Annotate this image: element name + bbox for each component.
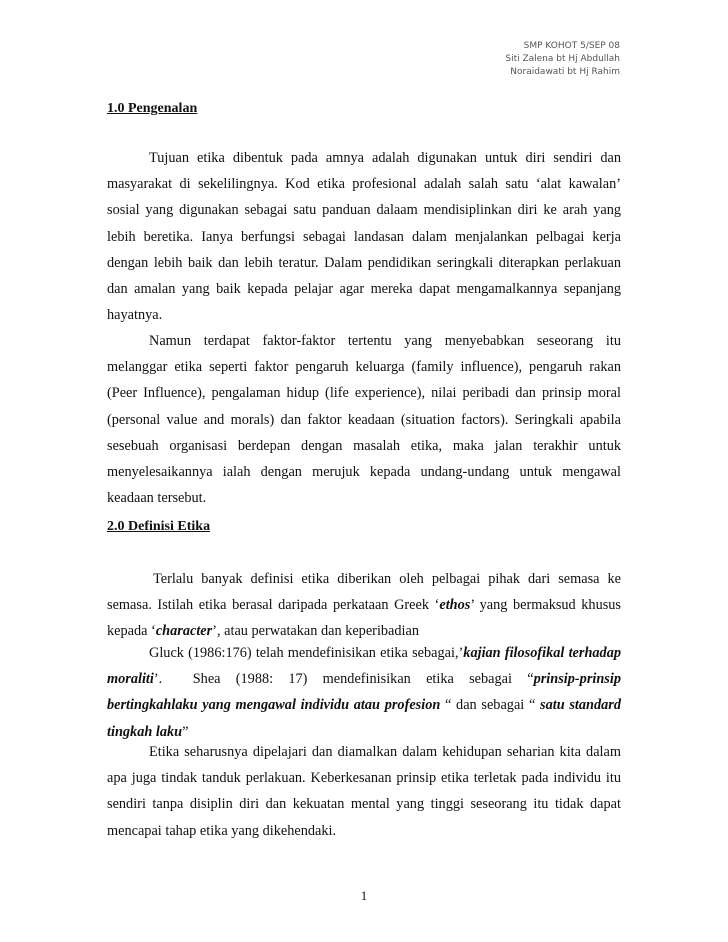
- section-heading-pengenalan: 1.0 Pengenalan: [107, 101, 198, 116]
- text-line: lebih beretika. Ianya berfungsi sebagai landasan dalam menjalankan pelbagai kerja: [107, 228, 621, 245]
- text-line: mencapai tahap etika yang dikehendaki.: [107, 822, 337, 839]
- text-line: dengan lebih baik dan lebih teratur. Dalam pendidikan seringkali diterapkan perlakuan: [107, 254, 621, 271]
- text-line: sosial yang digunakan sebagai satu panduan dalaam mendisiplinkan diri ke arah yang: [107, 202, 621, 219]
- text-line: keadaan tersebut.: [107, 490, 207, 507]
- text-line: moraliti’. Shea (1988: 17) mendefinisikan etika sebagai “prinsip-prinsip: [107, 671, 621, 688]
- quote-shea: prinsip-prinsip: [533, 671, 621, 688]
- text-line: (personal value and morals) dan faktor keadaan (situation factors). Seringkali apabila: [107, 411, 621, 428]
- text-line: Terlalu banyak definisi etika diberikan oleh pelbagai pihak dari semasa ke: [153, 571, 621, 587]
- text-line: hayatnya.: [107, 307, 163, 324]
- paragraph-pengenalan-1: [107, 145, 621, 328]
- text-line: kepada ‘character’, atau perwatakan dan keperibadian: [107, 623, 420, 640]
- text-line: sendiri tanpa disiplin diri dan kekuatan mental yang tinggi seseorang itu tidak dapat: [107, 796, 621, 813]
- paragraph-pengenalan-2: [107, 328, 621, 511]
- header-course-line: SMP KOHOT 5/SEP 08: [523, 41, 620, 51]
- header-author-2: Noraidawati bt Hj Rahim: [510, 67, 620, 77]
- text-line: bertingkahlaku yang mengawal individu atau profesion “ dan sebagai “ satu standard: [107, 697, 621, 714]
- text-line: (Peer Influence), pengalaman hidup (life experience), nilai peribadi dan prinsip moral: [107, 385, 621, 402]
- page-header: [505, 40, 620, 79]
- quote-gluck: kajian filosofikal terhadap: [463, 645, 621, 661]
- text-line: sesebuah organisasi berdepan dengan masalah etika, maka jalan terakhir untuk: [107, 437, 621, 454]
- text-line: tingkah laku”: [107, 723, 189, 740]
- text-line: Tujuan etika dibentuk pada amnya adalah digunakan untuk diri sendiri dan: [149, 150, 621, 166]
- text-line: semasa. Istilah etika berasal daripada perkataan Greek ‘ethos’ yang bermaksud khusus: [107, 597, 621, 614]
- text-line: masyarakat di sekelilingnya. Kod etika profesional adalah salah satu ‘alat kawalan’: [107, 176, 621, 193]
- text-line: Etika seharusnya dipelajari dan diamalkan dalam kehidupan seharian kita dalam: [149, 744, 621, 760]
- text-line: dan amalan yang baik kepada pelajar agar mereka dapat mengamalkannya sepanjang: [107, 281, 621, 298]
- page-number: 1: [360, 888, 368, 903]
- term-character: character: [155, 623, 213, 640]
- paragraph-definisi-3: [107, 739, 621, 844]
- text-line: Gluck (1986:176) telah mendefinisikan etika sebagai,’kajian filosofikal terhadap: [149, 645, 621, 661]
- paragraph-definisi-1: [107, 566, 621, 645]
- text-line: melanggar etika seperti faktor pengaruh keluarga (family influence), pengaruh rakan: [107, 359, 621, 376]
- term-ethos: ethos: [439, 597, 471, 614]
- section-heading-definisi-etika: 2.0 Definisi Etika: [107, 519, 211, 534]
- text-line: apa juga tindak tanduk perlakuan. Keberkesanan prinsip etika terletak pada individu itu: [107, 770, 621, 787]
- text-line: Namun terdapat faktor-faktor tertentu yang menyebabkan seseorang itu: [149, 333, 621, 349]
- text-line: menyelesaikannya ialah dengan merujuk kepada undang-undang untuk mengawal: [107, 464, 621, 481]
- paragraph-definisi-2: [107, 640, 621, 745]
- header-author-1: Siti Zalena bt Hj Abdullah: [505, 54, 620, 64]
